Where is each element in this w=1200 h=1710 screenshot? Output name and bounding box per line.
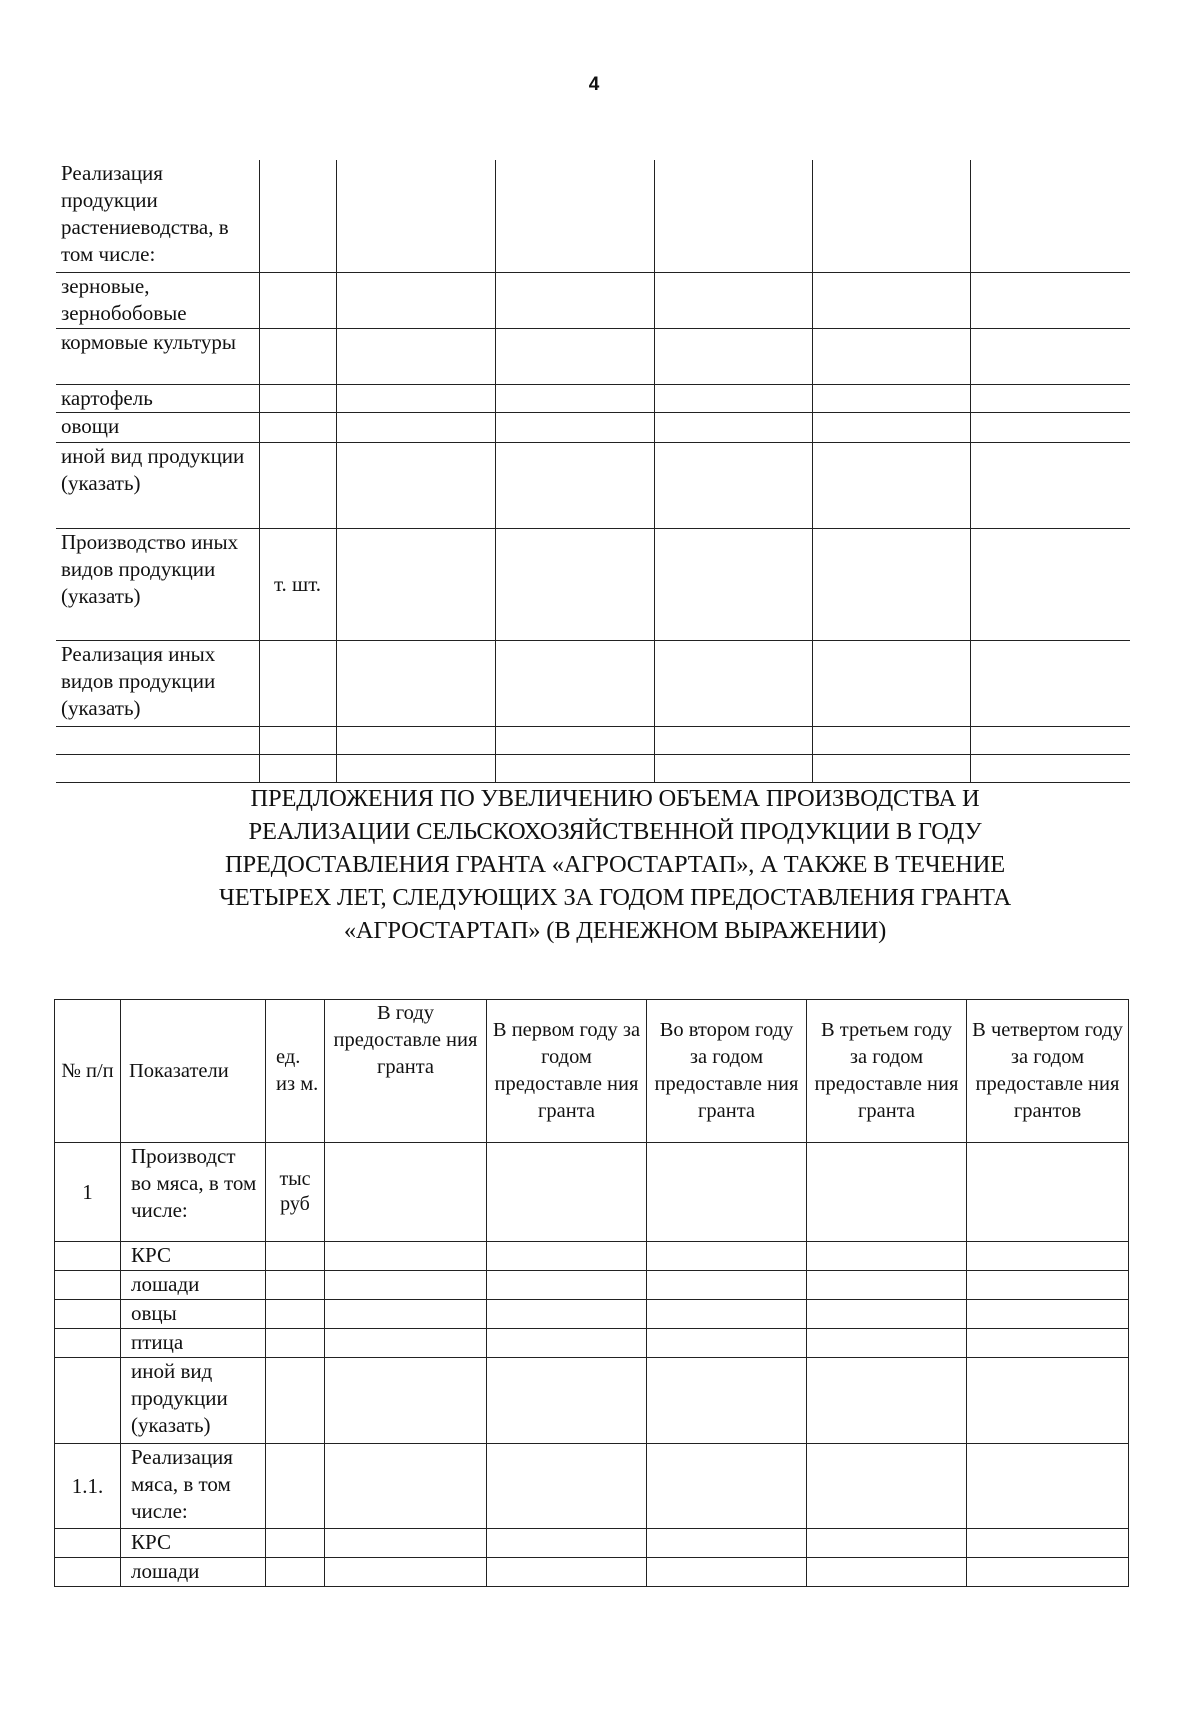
value-cell bbox=[812, 384, 970, 412]
value-cell bbox=[812, 754, 970, 782]
value-cell bbox=[967, 1242, 1129, 1271]
value-cell bbox=[812, 328, 970, 384]
row-unit: т. шт. bbox=[259, 528, 336, 640]
heading-line: ЧЕТЫРЕХ ЛЕТ, СЛЕДУЮЩИХ ЗА ГОДОМ ПРЕДОСТАВЛЕНИЯ ГРАНТА bbox=[219, 884, 1011, 911]
header-unit: ед. из м. bbox=[266, 1000, 325, 1143]
value-cell bbox=[647, 1143, 807, 1242]
table-row bbox=[55, 1300, 1129, 1329]
heading-line: «АГРОСТАРТАП» (В ДЕНЕЖНОМ ВЫРАЖЕНИИ) bbox=[343, 917, 887, 944]
value-cell bbox=[967, 1358, 1129, 1444]
value-cell bbox=[336, 754, 495, 782]
value-cell bbox=[487, 1358, 647, 1444]
value-cell bbox=[647, 1271, 807, 1300]
value-cell bbox=[325, 1558, 487, 1587]
header-year1: В первом году за годом предоставле ния гранта bbox=[487, 1000, 647, 1143]
value-cell bbox=[812, 726, 970, 754]
value-cell bbox=[970, 272, 1130, 328]
value-cell bbox=[495, 272, 654, 328]
row-unit bbox=[266, 1444, 325, 1529]
row-label: кормовые культуры bbox=[56, 328, 259, 384]
row-unit bbox=[259, 726, 336, 754]
row-label: лошади bbox=[121, 1271, 266, 1300]
value-cell bbox=[325, 1529, 487, 1558]
value-cell bbox=[812, 442, 970, 528]
value-cell bbox=[487, 1444, 647, 1529]
header-year3: В третьем году за годом предоставле ния гранта bbox=[807, 1000, 967, 1143]
value-cell bbox=[654, 640, 812, 726]
value-cell bbox=[487, 1529, 647, 1558]
row-num: 1.1. bbox=[55, 1444, 121, 1529]
row-label: КРС bbox=[121, 1529, 266, 1558]
section-heading bbox=[150, 782, 1080, 947]
table-row bbox=[55, 1242, 1129, 1271]
value-cell bbox=[654, 726, 812, 754]
row-label: иной вид продукции (указать) bbox=[56, 442, 259, 528]
value-cell bbox=[807, 1271, 967, 1300]
value-cell bbox=[654, 328, 812, 384]
row-num bbox=[55, 1300, 121, 1329]
table-row bbox=[56, 384, 1130, 412]
header-year2: Во втором году за годом предоставле ния гранта bbox=[647, 1000, 807, 1143]
value-cell bbox=[325, 1242, 487, 1271]
row-label: картофель bbox=[56, 384, 259, 412]
table-row bbox=[55, 1329, 1129, 1358]
table-row bbox=[56, 412, 1130, 442]
value-cell bbox=[647, 1358, 807, 1444]
table-row bbox=[56, 442, 1130, 528]
table-row bbox=[56, 328, 1130, 384]
value-cell bbox=[807, 1558, 967, 1587]
row-label: Реализация мяса, в том числе: bbox=[121, 1444, 266, 1529]
value-cell bbox=[654, 442, 812, 528]
value-cell bbox=[970, 754, 1130, 782]
row-num bbox=[55, 1329, 121, 1358]
value-cell bbox=[967, 1143, 1129, 1242]
value-cell bbox=[487, 1143, 647, 1242]
value-cell bbox=[812, 160, 970, 272]
value-cell bbox=[325, 1444, 487, 1529]
row-unit bbox=[259, 328, 336, 384]
value-cell bbox=[325, 1271, 487, 1300]
value-cell bbox=[970, 528, 1130, 640]
value-cell bbox=[807, 1329, 967, 1358]
row-unit bbox=[259, 412, 336, 442]
value-cell bbox=[967, 1529, 1129, 1558]
table-row bbox=[56, 160, 1130, 272]
value-cell bbox=[336, 272, 495, 328]
value-cell bbox=[647, 1529, 807, 1558]
value-cell bbox=[654, 528, 812, 640]
row-label: Реализация иных видов продукции (указать) bbox=[56, 640, 259, 726]
value-cell bbox=[325, 1358, 487, 1444]
value-cell bbox=[970, 442, 1130, 528]
row-unit bbox=[266, 1300, 325, 1329]
row-label: лошади bbox=[121, 1558, 266, 1587]
value-cell bbox=[967, 1558, 1129, 1587]
table-row bbox=[55, 1558, 1129, 1587]
row-num bbox=[55, 1271, 121, 1300]
value-cell bbox=[487, 1271, 647, 1300]
row-label: Производст во мяса, в том числе: bbox=[121, 1143, 266, 1242]
row-num bbox=[55, 1558, 121, 1587]
value-cell bbox=[647, 1444, 807, 1529]
value-cell bbox=[647, 1558, 807, 1587]
value-cell bbox=[654, 412, 812, 442]
row-label: КРС bbox=[121, 1242, 266, 1271]
value-cell bbox=[336, 160, 495, 272]
row-label: овцы bbox=[121, 1300, 266, 1329]
value-cell bbox=[495, 328, 654, 384]
value-cell bbox=[336, 726, 495, 754]
value-cell bbox=[336, 442, 495, 528]
value-cell bbox=[970, 160, 1130, 272]
table-row bbox=[55, 1271, 1129, 1300]
value-cell bbox=[325, 1300, 487, 1329]
heading-line: РЕАЛИЗАЦИИ СЕЛЬСКОХОЗЯЙСТВЕННОЙ ПРОДУКЦИИ В ГОДУ bbox=[248, 818, 982, 845]
heading-line: ПРЕДОСТАВЛЕНИЯ ГРАНТА «АГРОСТАРТАП», А ТАКЖЕ В ТЕЧЕНИЕ bbox=[224, 851, 1006, 878]
row-num: 1 bbox=[55, 1143, 121, 1242]
value-cell bbox=[967, 1444, 1129, 1529]
header-year4: В четвертом году за годом предоставле ния грантов bbox=[967, 1000, 1129, 1143]
value-cell bbox=[967, 1329, 1129, 1358]
value-cell bbox=[487, 1242, 647, 1271]
value-cell bbox=[495, 412, 654, 442]
value-cell bbox=[336, 640, 495, 726]
value-cell bbox=[654, 384, 812, 412]
value-cell bbox=[495, 160, 654, 272]
row-label bbox=[56, 754, 259, 782]
row-unit bbox=[266, 1558, 325, 1587]
row-unit bbox=[259, 272, 336, 328]
header-indicator: Показатели bbox=[121, 1000, 266, 1143]
value-cell bbox=[495, 442, 654, 528]
table-row bbox=[56, 754, 1130, 782]
heading-line: ПРЕДЛОЖЕНИЯ ПО УВЕЛИЧЕНИЮ ОБЪЕМА ПРОИЗВОДСТВА И bbox=[250, 785, 980, 812]
row-unit bbox=[259, 384, 336, 412]
value-cell bbox=[970, 726, 1130, 754]
value-cell bbox=[495, 726, 654, 754]
value-cell bbox=[967, 1300, 1129, 1329]
row-label: Реализация продукции растениеводства, в том числе: bbox=[56, 160, 259, 272]
value-cell bbox=[807, 1143, 967, 1242]
table-row bbox=[55, 1143, 1129, 1242]
table-row bbox=[56, 528, 1130, 640]
value-cell bbox=[807, 1358, 967, 1444]
row-label: птица bbox=[121, 1329, 266, 1358]
table-row bbox=[55, 1358, 1129, 1444]
value-cell bbox=[812, 272, 970, 328]
value-cell bbox=[970, 640, 1130, 726]
row-unit: тыс руб bbox=[266, 1143, 325, 1242]
value-cell bbox=[970, 328, 1130, 384]
value-cell bbox=[495, 384, 654, 412]
value-cell bbox=[495, 528, 654, 640]
row-unit bbox=[266, 1358, 325, 1444]
row-label: Производство иных видов продукции (указать) bbox=[56, 528, 259, 640]
table-row bbox=[56, 272, 1130, 328]
row-unit bbox=[266, 1329, 325, 1358]
value-cell bbox=[487, 1558, 647, 1587]
value-cell bbox=[647, 1300, 807, 1329]
value-cell bbox=[812, 412, 970, 442]
header-num: № п/п bbox=[55, 1000, 121, 1143]
value-cell bbox=[336, 384, 495, 412]
value-cell bbox=[336, 328, 495, 384]
value-cell bbox=[647, 1329, 807, 1358]
value-cell bbox=[970, 412, 1130, 442]
value-cell bbox=[812, 640, 970, 726]
value-cell bbox=[654, 160, 812, 272]
table-row bbox=[56, 640, 1130, 726]
value-cell bbox=[336, 412, 495, 442]
value-cell bbox=[325, 1143, 487, 1242]
value-cell bbox=[812, 528, 970, 640]
row-unit bbox=[259, 754, 336, 782]
page-number: 4 bbox=[588, 74, 600, 95]
value-cell bbox=[647, 1242, 807, 1271]
row-unit bbox=[266, 1271, 325, 1300]
value-cell bbox=[807, 1242, 967, 1271]
row-label: зерновые, зернобобовые bbox=[56, 272, 259, 328]
table-header-row bbox=[55, 1000, 1129, 1143]
value-cell bbox=[970, 384, 1130, 412]
value-cell bbox=[487, 1300, 647, 1329]
row-num bbox=[55, 1358, 121, 1444]
row-unit bbox=[259, 442, 336, 528]
row-unit bbox=[259, 160, 336, 272]
value-cell bbox=[654, 272, 812, 328]
row-unit bbox=[266, 1529, 325, 1558]
row-unit bbox=[266, 1242, 325, 1271]
value-cell bbox=[654, 754, 812, 782]
value-cell bbox=[495, 640, 654, 726]
header-year0: В году предоставле ния гранта bbox=[325, 1000, 487, 1143]
row-label: иной вид продукции (указать) bbox=[121, 1358, 266, 1444]
table-row bbox=[55, 1444, 1129, 1529]
table-row bbox=[55, 1529, 1129, 1558]
value-cell bbox=[967, 1271, 1129, 1300]
value-cell bbox=[807, 1300, 967, 1329]
table-row bbox=[56, 726, 1130, 754]
crop-production-table bbox=[56, 160, 1130, 783]
value-cell bbox=[807, 1529, 967, 1558]
value-cell bbox=[807, 1444, 967, 1529]
value-cell bbox=[336, 528, 495, 640]
row-unit bbox=[259, 640, 336, 726]
row-num bbox=[55, 1242, 121, 1271]
value-cell bbox=[325, 1329, 487, 1358]
value-cell bbox=[495, 754, 654, 782]
value-cell bbox=[487, 1329, 647, 1358]
row-num bbox=[55, 1529, 121, 1558]
row-label bbox=[56, 726, 259, 754]
meat-production-table bbox=[54, 999, 1129, 1587]
row-label: овощи bbox=[56, 412, 259, 442]
